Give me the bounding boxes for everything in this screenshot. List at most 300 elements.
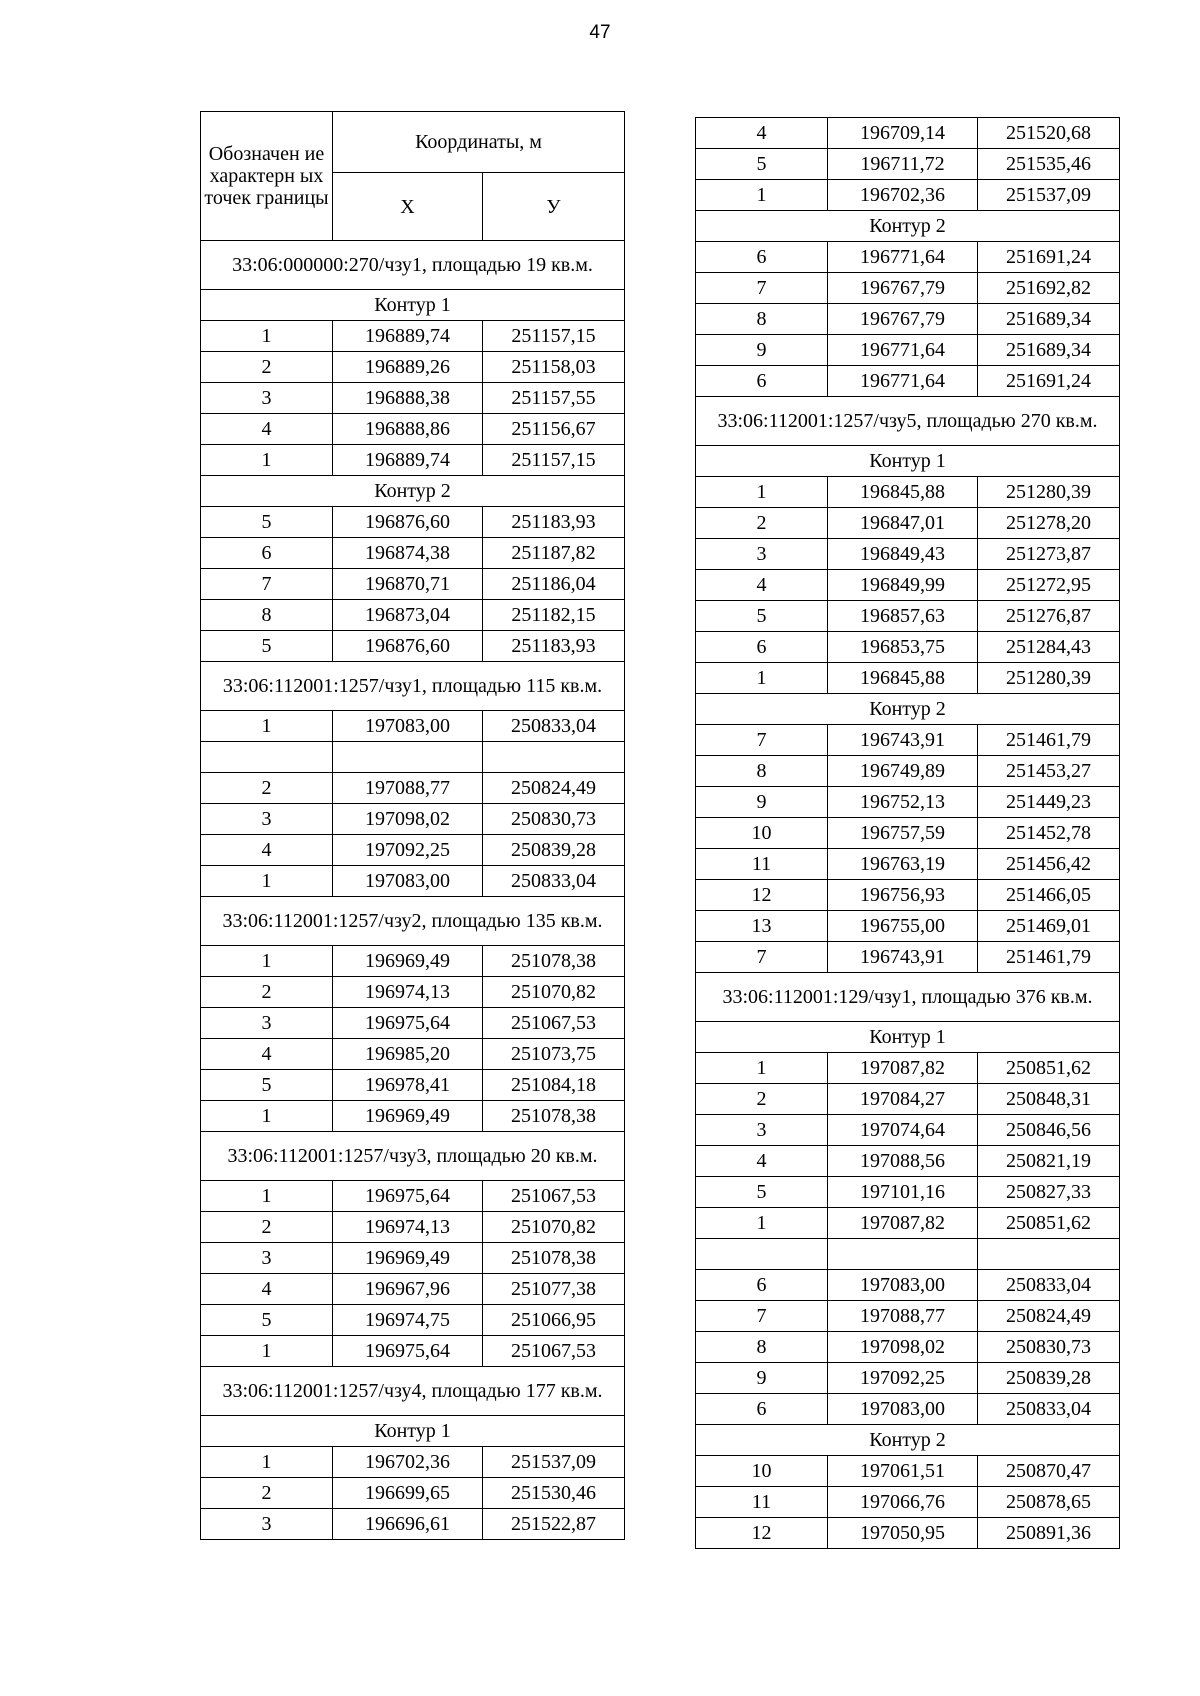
table-row [201,600,625,631]
y-coordinate-cell: 250833,04 [978,1394,1120,1425]
y-coordinate-cell: 251284,43 [978,632,1120,663]
y-coordinate-cell: 251273,87 [978,539,1120,570]
point-number-cell: 1 [201,1181,333,1212]
y-coordinate-cell: 251689,34 [978,304,1120,335]
parcel-caption: 33:06:112001:1257/чзу1, площадью 115 кв.м. [201,662,625,711]
y-coordinate-cell: 251078,38 [483,946,625,977]
y-coordinate-cell: 251466,05 [978,880,1120,911]
y-coordinate-cell: 251535,46 [978,149,1120,180]
contour-row [201,290,625,321]
x-coordinate-cell: 196845,88 [828,663,978,694]
x-coordinate-cell: 196749,89 [828,756,978,787]
y-coordinate-cell: 251280,39 [978,663,1120,694]
y-coordinate-cell: 251691,24 [978,242,1120,273]
table-row [696,570,1120,601]
x-coordinate-cell: 196767,79 [828,304,978,335]
y-coordinate-cell: 251156,67 [483,414,625,445]
table-row [696,725,1120,756]
x-coordinate-cell: 197101,16 [828,1177,978,1208]
x-coordinate-cell: 196743,91 [828,725,978,756]
parcel-caption: 33:06:112001:1257/чзу3, площадью 20 кв.м. [201,1132,625,1181]
point-number-cell: 9 [696,787,828,818]
x-coordinate-cell: 196888,86 [333,414,483,445]
table-row [696,1301,1120,1332]
contour-row [696,211,1120,242]
point-number-cell: 4 [696,570,828,601]
y-coordinate-cell: 251452,78 [978,818,1120,849]
x-coordinate-cell: 196709,14 [828,118,978,149]
point-number-cell: 2 [201,773,333,804]
x-coordinate-cell: 197083,00 [828,1270,978,1301]
point-number-cell: 9 [696,1363,828,1394]
x-coordinate-cell: 197092,25 [333,835,483,866]
table-row [201,1212,625,1243]
parcel-caption: 33:06:112001:1257/чзу5, площадью 270 кв.м. [696,397,1120,446]
parcel-caption-row [201,662,625,711]
contour-label: Контур 1 [201,290,625,321]
point-number-cell: 6 [696,242,828,273]
y-coordinate-cell: 251691,24 [978,366,1120,397]
y-coordinate-cell: 250839,28 [978,1363,1120,1394]
table-row [201,1274,625,1305]
x-coordinate-cell [333,742,483,773]
x-coordinate-cell [828,1239,978,1270]
x-coordinate-cell: 197088,77 [333,773,483,804]
point-number-cell [696,1239,828,1270]
point-number-cell: 1 [696,663,828,694]
parcel-caption-row [201,1132,625,1181]
y-coordinate-cell [978,1239,1120,1270]
table-row [696,1270,1120,1301]
contour-row [201,1416,625,1447]
contour-label: Контур 1 [696,446,1120,477]
table-row [201,946,625,977]
table-row [696,601,1120,632]
table-row [696,1084,1120,1115]
y-coordinate-cell: 250851,62 [978,1208,1120,1239]
x-coordinate-cell: 196969,49 [333,1243,483,1274]
table-row [696,880,1120,911]
point-designation-header: Обозначен ие характерн ых точек границы [201,112,333,241]
table-row [696,508,1120,539]
point-number-cell: 12 [696,1518,828,1549]
table-row [696,663,1120,694]
point-number-cell: 8 [696,304,828,335]
point-number-cell: 3 [696,1115,828,1146]
table-row [696,787,1120,818]
point-number-cell: 3 [201,1243,333,1274]
y-coordinate-cell: 250839,28 [483,835,625,866]
table-row [201,977,625,1008]
x-coordinate-cell: 197066,76 [828,1487,978,1518]
point-number-cell: 13 [696,911,828,942]
y-coordinate-cell: 250824,49 [483,773,625,804]
y-coordinate-cell: 251520,68 [978,118,1120,149]
point-number-cell: 4 [201,1039,333,1070]
table-row [201,1478,625,1509]
point-number-cell: 2 [696,1084,828,1115]
contour-label: Контур 2 [696,694,1120,725]
point-number-cell: 4 [201,1274,333,1305]
x-coordinate-cell: 196849,43 [828,539,978,570]
parcel-caption: 33:06:112001:1257/чзу2, площадью 135 кв.м. [201,897,625,946]
point-number-cell: 3 [201,804,333,835]
point-number-cell: 1 [696,1208,828,1239]
x-coordinate-cell: 196889,74 [333,445,483,476]
x-coordinate-cell: 196975,64 [333,1336,483,1367]
y-coordinate-cell: 251183,93 [483,507,625,538]
y-coordinate-cell: 251157,15 [483,445,625,476]
table-row [201,414,625,445]
table-row [201,383,625,414]
table-row [201,1008,625,1039]
x-coordinate-cell: 196755,00 [828,911,978,942]
x-coordinate-cell: 196978,41 [333,1070,483,1101]
point-number-cell: 2 [201,977,333,1008]
table-row [696,942,1120,973]
point-number-cell: 4 [696,1146,828,1177]
point-number-cell: 3 [201,1008,333,1039]
table-row [201,742,625,773]
parcel-caption-row [696,973,1120,1022]
point-number-cell: 4 [201,414,333,445]
coordinates-header: Координаты, м [333,112,625,173]
table-row [696,149,1120,180]
y-coordinate-cell: 250833,04 [978,1270,1120,1301]
table-header-row [201,112,625,173]
contour-row [696,694,1120,725]
x-coordinate-cell: 196974,75 [333,1305,483,1336]
table-row [696,818,1120,849]
y-coordinate-cell: 251530,46 [483,1478,625,1509]
table-row [201,1509,625,1540]
x-coordinate-cell: 196771,64 [828,335,978,366]
table-row [696,1177,1120,1208]
y-coordinate-cell: 251078,38 [483,1101,625,1132]
contour-label: Контур 1 [696,1022,1120,1053]
y-coordinate-cell: 250878,65 [978,1487,1120,1518]
parcel-caption-row [201,241,625,290]
point-number-cell: 7 [696,942,828,973]
coordinates-table-left [200,111,625,1540]
point-number-cell: 1 [201,1447,333,1478]
y-coordinate-cell: 251278,20 [978,508,1120,539]
contour-row [696,1022,1120,1053]
table-row [696,1053,1120,1084]
point-number-cell: 2 [201,352,333,383]
table-row [696,632,1120,663]
y-coordinate-cell: 250830,73 [978,1332,1120,1363]
parcel-caption: 33:06:112001:129/чзу1, площадью 376 кв.м. [696,973,1120,1022]
y-coordinate-cell: 251280,39 [978,477,1120,508]
contour-row [696,446,1120,477]
point-number-cell: 2 [696,508,828,539]
y-coordinate-cell: 251067,53 [483,1181,625,1212]
table-row [201,835,625,866]
y-coordinate-cell: 251276,87 [978,601,1120,632]
table-row [201,1447,625,1478]
point-number-cell: 10 [696,1456,828,1487]
table-row [696,242,1120,273]
x-coordinate-cell: 196975,64 [333,1008,483,1039]
point-number-cell: 7 [696,725,828,756]
y-coordinate-cell: 251187,82 [483,538,625,569]
table-row [696,1208,1120,1239]
point-number-cell: 3 [201,383,333,414]
x-coordinate-cell: 197088,56 [828,1146,978,1177]
page-number: 47 [589,22,611,43]
contour-label: Контур 1 [201,1416,625,1447]
point-number-cell: 5 [201,1070,333,1101]
parcel-caption: 33:06:000000:270/чзу1, площадью 19 кв.м. [201,241,625,290]
x-coordinate-cell: 197083,00 [828,1394,978,1425]
table-row [696,477,1120,508]
x-coordinate-cell: 196969,49 [333,1101,483,1132]
point-number-cell: 5 [696,1177,828,1208]
y-coordinate-cell: 251461,79 [978,942,1120,973]
table-row [201,711,625,742]
table-row [696,180,1120,211]
x-coordinate-cell: 196876,60 [333,631,483,662]
coordinates-table-right [695,117,1120,1549]
point-number-cell: 1 [201,1101,333,1132]
contour-row [696,1425,1120,1456]
table-row [201,507,625,538]
y-coordinate-cell: 251522,87 [483,1509,625,1540]
point-number-cell: 11 [696,849,828,880]
table-row [201,321,625,352]
y-coordinate-cell: 250870,47 [978,1456,1120,1487]
table-row [201,1243,625,1274]
table-row [696,335,1120,366]
x-coordinate-cell: 196889,74 [333,321,483,352]
x-coordinate-cell: 197084,27 [828,1084,978,1115]
x-coordinate-cell: 196771,64 [828,242,978,273]
y-coordinate-cell: 250891,36 [978,1518,1120,1549]
y-coordinate-cell: 251469,01 [978,911,1120,942]
parcel-caption-row [201,897,625,946]
x-coordinate-cell: 196767,79 [828,273,978,304]
x-coordinate-cell: 196699,65 [333,1478,483,1509]
y-coordinate-cell: 251067,53 [483,1336,625,1367]
y-coordinate-cell: 251066,95 [483,1305,625,1336]
point-number-cell: 7 [696,1301,828,1332]
x-coordinate-cell: 197050,95 [828,1518,978,1549]
y-coordinate-cell: 251157,55 [483,383,625,414]
y-column-header: У [483,173,625,241]
x-coordinate-cell: 196771,64 [828,366,978,397]
point-number-cell: 6 [696,632,828,663]
y-coordinate-cell: 251537,09 [483,1447,625,1478]
point-number-cell: 6 [696,1394,828,1425]
x-coordinate-cell: 197061,51 [828,1456,978,1487]
point-number-cell: 5 [696,601,828,632]
x-coordinate-cell: 197092,25 [828,1363,978,1394]
point-number-cell: 8 [201,600,333,631]
point-number-cell: 8 [696,756,828,787]
x-coordinate-cell: 196967,96 [333,1274,483,1305]
parcel-caption: 33:06:112001:1257/чзу4, площадью 177 кв.м. [201,1367,625,1416]
point-number-cell: 5 [201,631,333,662]
table-row [201,1070,625,1101]
x-coordinate-cell: 196853,75 [828,632,978,663]
x-coordinate-cell: 196702,36 [333,1447,483,1478]
point-number-cell: 5 [201,1305,333,1336]
y-coordinate-cell: 251073,75 [483,1039,625,1070]
point-number-cell: 6 [696,366,828,397]
point-number-cell: 11 [696,1487,828,1518]
x-coordinate-cell: 196847,01 [828,508,978,539]
y-coordinate-cell: 251456,42 [978,849,1120,880]
parcel-caption-row [696,397,1120,446]
x-coordinate-cell: 196969,49 [333,946,483,977]
table-row [696,1518,1120,1549]
x-coordinate-cell: 196974,13 [333,977,483,1008]
y-coordinate-cell: 250821,19 [978,1146,1120,1177]
x-coordinate-cell: 196752,13 [828,787,978,818]
x-coordinate-cell: 197087,82 [828,1053,978,1084]
x-coordinate-cell: 197098,02 [828,1332,978,1363]
point-number-cell: 8 [696,1332,828,1363]
y-coordinate-cell [483,742,625,773]
y-coordinate-cell: 251067,53 [483,1008,625,1039]
table-row [201,1181,625,1212]
x-coordinate-cell: 196756,93 [828,880,978,911]
y-coordinate-cell: 251157,15 [483,321,625,352]
table-row [201,1101,625,1132]
table-row [696,1456,1120,1487]
table-row [201,1305,625,1336]
x-coordinate-cell: 196876,60 [333,507,483,538]
table-row [696,1487,1120,1518]
x-coordinate-cell: 196873,04 [333,600,483,631]
point-number-cell: 4 [201,835,333,866]
x-coordinate-cell: 197098,02 [333,804,483,835]
x-coordinate-cell: 197088,77 [828,1301,978,1332]
x-coordinate-cell: 196763,19 [828,849,978,880]
y-coordinate-cell: 251070,82 [483,977,625,1008]
table-row [696,1115,1120,1146]
point-number-cell: 5 [201,507,333,538]
y-coordinate-cell: 250846,56 [978,1115,1120,1146]
contour-label: Контур 2 [201,476,625,507]
table-row [201,773,625,804]
point-number-cell: 3 [201,1509,333,1540]
parcel-caption-row [201,1367,625,1416]
point-number-cell: 2 [201,1478,333,1509]
point-number-cell: 1 [201,946,333,977]
point-number-cell: 7 [696,273,828,304]
point-number-cell: 1 [201,1336,333,1367]
point-number-cell: 1 [201,445,333,476]
table-row [696,273,1120,304]
x-column-header: X [333,173,483,241]
y-coordinate-cell: 250830,73 [483,804,625,835]
table-row [696,118,1120,149]
y-coordinate-cell: 251692,82 [978,273,1120,304]
x-coordinate-cell: 197083,00 [333,711,483,742]
table-row [201,445,625,476]
point-number-cell: 7 [201,569,333,600]
x-coordinate-cell: 196757,59 [828,818,978,849]
y-coordinate-cell: 250824,49 [978,1301,1120,1332]
x-coordinate-cell: 196702,36 [828,180,978,211]
y-coordinate-cell: 250848,31 [978,1084,1120,1115]
table-row [696,1146,1120,1177]
table-row [201,631,625,662]
y-coordinate-cell: 250833,04 [483,866,625,897]
table-row [696,1394,1120,1425]
table-row [696,1332,1120,1363]
x-coordinate-cell: 196888,38 [333,383,483,414]
x-coordinate-cell: 197083,00 [333,866,483,897]
y-coordinate-cell: 250833,04 [483,711,625,742]
y-coordinate-cell: 251078,38 [483,1243,625,1274]
point-number-cell: 1 [201,321,333,352]
table-row [696,304,1120,335]
point-number-cell: 1 [696,1053,828,1084]
table-row [201,569,625,600]
x-coordinate-cell: 196743,91 [828,942,978,973]
x-coordinate-cell: 196870,71 [333,569,483,600]
y-coordinate-cell: 251453,27 [978,756,1120,787]
table-row [696,849,1120,880]
table-row [696,911,1120,942]
contour-label: Контур 2 [696,1425,1120,1456]
x-coordinate-cell: 196857,63 [828,601,978,632]
y-coordinate-cell: 251186,04 [483,569,625,600]
point-number-cell: 6 [696,1270,828,1301]
point-number-cell: 2 [201,1212,333,1243]
y-coordinate-cell: 251461,79 [978,725,1120,756]
y-coordinate-cell: 251182,15 [483,600,625,631]
y-coordinate-cell: 251084,18 [483,1070,625,1101]
y-coordinate-cell: 251272,95 [978,570,1120,601]
y-coordinate-cell: 251070,82 [483,1212,625,1243]
y-coordinate-cell: 251158,03 [483,352,625,383]
y-coordinate-cell: 250827,33 [978,1177,1120,1208]
x-coordinate-cell: 196849,99 [828,570,978,601]
point-number-cell [201,742,333,773]
point-number-cell: 10 [696,818,828,849]
table-row [201,1039,625,1070]
x-coordinate-cell: 196696,61 [333,1509,483,1540]
table-row [201,538,625,569]
point-number-cell: 1 [696,180,828,211]
point-number-cell: 9 [696,335,828,366]
point-number-cell: 4 [696,118,828,149]
x-coordinate-cell: 196985,20 [333,1039,483,1070]
point-number-cell: 3 [696,539,828,570]
y-coordinate-cell: 250851,62 [978,1053,1120,1084]
y-coordinate-cell: 251183,93 [483,631,625,662]
table-row [201,1336,625,1367]
table-row [696,756,1120,787]
y-coordinate-cell: 251689,34 [978,335,1120,366]
y-coordinate-cell: 251077,38 [483,1274,625,1305]
table-row [696,366,1120,397]
x-coordinate-cell: 197087,82 [828,1208,978,1239]
contour-label: Контур 2 [696,211,1120,242]
x-coordinate-cell: 197074,64 [828,1115,978,1146]
contour-row [201,476,625,507]
point-number-cell: 1 [201,711,333,742]
point-number-cell: 1 [201,866,333,897]
y-coordinate-cell: 251537,09 [978,180,1120,211]
point-number-cell: 5 [696,149,828,180]
table-row [696,539,1120,570]
table-row [201,866,625,897]
